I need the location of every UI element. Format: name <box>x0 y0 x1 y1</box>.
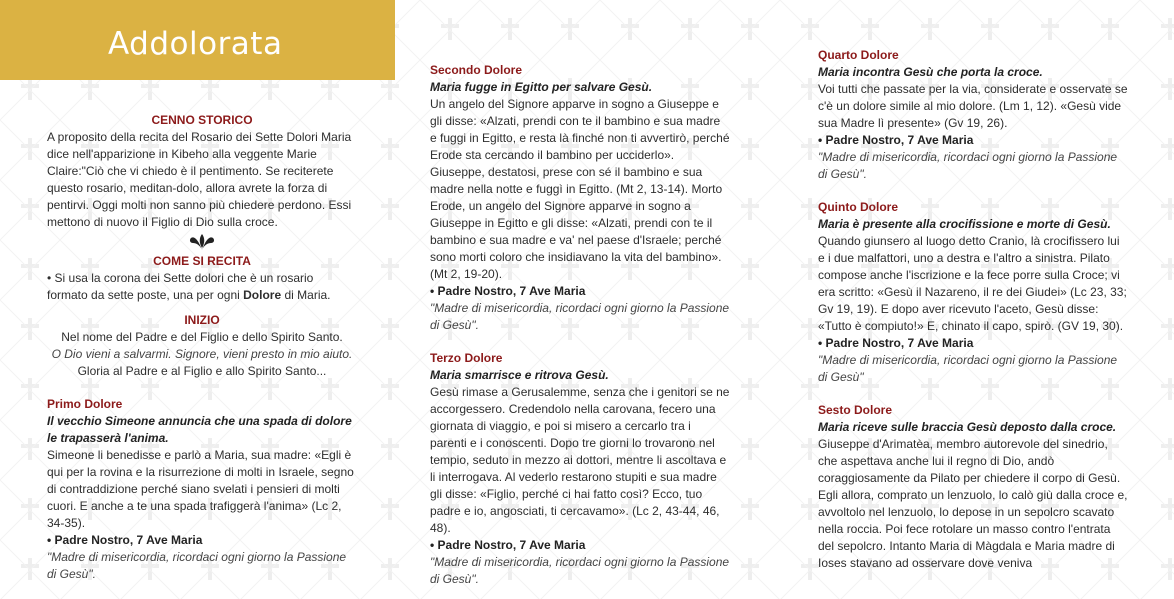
dolore-1-text: Simeone li benedisse e parlò a Maria, sua madre: «Egli è qui per la rovina e la risurrezione di molti in Israele, segno di contraddizione perché siano svelati i pensieri di molti cuori. E anche a te una spada trafiggerà l'anima» (Lc 2, 34-35). <box>47 448 354 530</box>
page-title: Addolorata <box>108 26 283 62</box>
dolore-3-subtitle: Maria smarrisce e ritrova Gesù. <box>430 368 609 382</box>
dolore-1-prayer: • Padre Nostro, 7 Ave Maria <box>47 533 203 547</box>
cenno-heading: CENNO STORICO <box>151 113 253 127</box>
dolore-2-prayer: • Padre Nostro, 7 Ave Maria <box>430 284 586 298</box>
dolore-5-prayer: • Padre Nostro, 7 Ave Maria <box>818 336 974 350</box>
inizio-line-2: O Dio vieni a salvarmi. Signore, vieni presto in mio aiuto. <box>51 347 353 361</box>
dolore-1-subtitle: Il vecchio Simeone annuncia che una spada di dolore le trapasserà l'anima. <box>47 414 352 445</box>
dolore-3-heading: Terzo Dolore <box>430 351 503 365</box>
column-left <box>47 112 357 583</box>
dolore-1-heading: Primo Dolore <box>47 397 123 411</box>
dolore-6-subtitle: Maria riceve sulle braccia Gesù deposto dalla croce. <box>818 420 1117 434</box>
come-text: • Si usa la corona dei Sette dolori che è un rosario formato da sette poste, una per ogni Dolore di Maria. <box>47 271 331 302</box>
cenno-text: A proposito della recita del Rosario dei Sette Dolori Maria dice nell'apparizione in Kibeho alla veggente Marie Claire:"Ciò che vi chiedo è il pentimento. Se reciterete questo rosario, meditan-dolo, allora avrete la forza di pentirvi. Oggi molti non sanno più chiedere perdono. Essi mettono di nuovo il Figlio di Dio sulla croce. <box>47 130 352 229</box>
column-middle <box>430 62 730 588</box>
dolore-5-heading: Quinto Dolore <box>818 200 898 214</box>
dolore-3-invocation: "Madre di misericordia, ricordaci ogni giorno la Passione di Gesù". <box>430 555 730 586</box>
title-banner <box>0 0 395 80</box>
dolore-2-text: Un angelo del Signore apparve in sogno a Giuseppe e gli disse: «Alzati, prendi con te il bambino e sua madre e fuggi in Egitto, e resta là finché non ti avvertirò, perché Erode sta cercando il bambino per ucciderlo». Giuseppe, destatosi, prese con sé il bambino e sua madre nella notte e fuggì in Egitto. (Mt 2, 13-14). Morto Erode, un angelo del Signore apparve in sogno a Giuseppe in Egitto e gli disse: «Alzati, prendi con te il bambino e sua madre e va' nel paese d'Israele; perché sono morti coloro che insidiavano la vita del bambino». (Mt 2, 19-20). <box>430 97 730 281</box>
inizio-heading: INIZIO <box>184 313 220 327</box>
dolore-2-invocation: "Madre di misericordia, ricordaci ogni giorno la Passione di Gesù". <box>430 301 730 332</box>
dolore-3-text: Gesù rimase a Gerusalemme, senza che i genitori se ne accorgessero. Credendolo nella carovana, fecero una giornata di viaggio, e poi si misero a cercarlo tra i parenti e i conoscenti. Dopo tre giorni lo trovarono nel tempio, seduto in mezzo ai dottori, mentre li ascoltava e li interrogava. Al vederlo restarono stupiti e sua madre gli disse: «Figlio, perché ci hai fatto così? Ecco, tuo padre e io, angosciati, ti cercavamo». (Lc 2, 43-44, 46, 48). <box>430 385 730 535</box>
dolore-4-heading: Quarto Dolore <box>818 48 899 62</box>
dolore-2-heading: Secondo Dolore <box>430 63 523 77</box>
dolore-3-prayer: • Padre Nostro, 7 Ave Maria <box>430 538 586 552</box>
dolore-5-invocation: "Madre di misericordia, ricordaci ogni giorno la Passione di Gesù" <box>818 353 1118 384</box>
dolore-2-subtitle: Maria fugge in Egitto per salvare Gesù. <box>430 80 653 94</box>
dolore-6-heading: Sesto Dolore <box>818 403 893 417</box>
dolore-4-prayer: • Padre Nostro, 7 Ave Maria <box>818 133 974 147</box>
heart-leaf-icon <box>47 233 357 253</box>
dolore-4-text: Voi tutti che passate per la via, considerate e osservate se c'è un dolore simile al mio dolore. (Lm 1, 12). «Gesù vide sua Madre lì presente» (Gv 19, 26). <box>818 82 1128 130</box>
dolore-4-invocation: "Madre di misericordia, ricordaci ogni giorno la Passione di Gesù". <box>818 150 1118 181</box>
column-right <box>818 47 1128 572</box>
dolore-5-subtitle: Maria è presente alla crocifissione e morte di Gesù. <box>818 217 1111 231</box>
dolore-5-text: Quando giunsero al luogo detto Cranio, là crocifissero lui e i due malfattori, uno a destra e l'altro a sinistra. Pilato compose anche l'iscrizione e la fece porre sulla Croce; vi era scritto: «Gesù il Nazareno, il re dei Giudei» (Lc 23, 33; Gv 19, 19). E dopo aver ricevuto l'aceto, Gesù disse: «Tutto è compiuto!» E, chinato il capo, spirò. (GV 19, 30). <box>818 234 1127 333</box>
come-heading: COME SI RECITA <box>153 254 251 268</box>
dolore-1-invocation: "Madre di misericordia, ricordaci ogni giorno la Passione di Gesù". <box>47 550 347 581</box>
inizio-line-1: Nel nome del Padre e del Figlio e dello Spirito Santo. <box>61 330 343 344</box>
inizio-line-3: Gloria al Padre e al Figlio e allo Spirito Santo... <box>77 364 327 378</box>
dolore-6-text: Giuseppe d'Arimatèa, membro autorevole del sinedrio, che aspettava anche lui il regno di Dio, andò coraggiosamente da Pilato per chiedere il corpo di Gesù. Egli allora, comprato un lenzuolo, lo calò giù dalla croce e, avvoltolo nel lenzuolo, lo depose in un sepolcro scavato nella roccia. Poi fece rotolare un masso contro l'entrata del sepolcro. Intanto Maria di Màgdala e Maria madre di Ioses stavano ad osservare dove veniva <box>818 437 1128 570</box>
dolore-4-subtitle: Maria incontra Gesù che porta la croce. <box>818 65 1043 79</box>
